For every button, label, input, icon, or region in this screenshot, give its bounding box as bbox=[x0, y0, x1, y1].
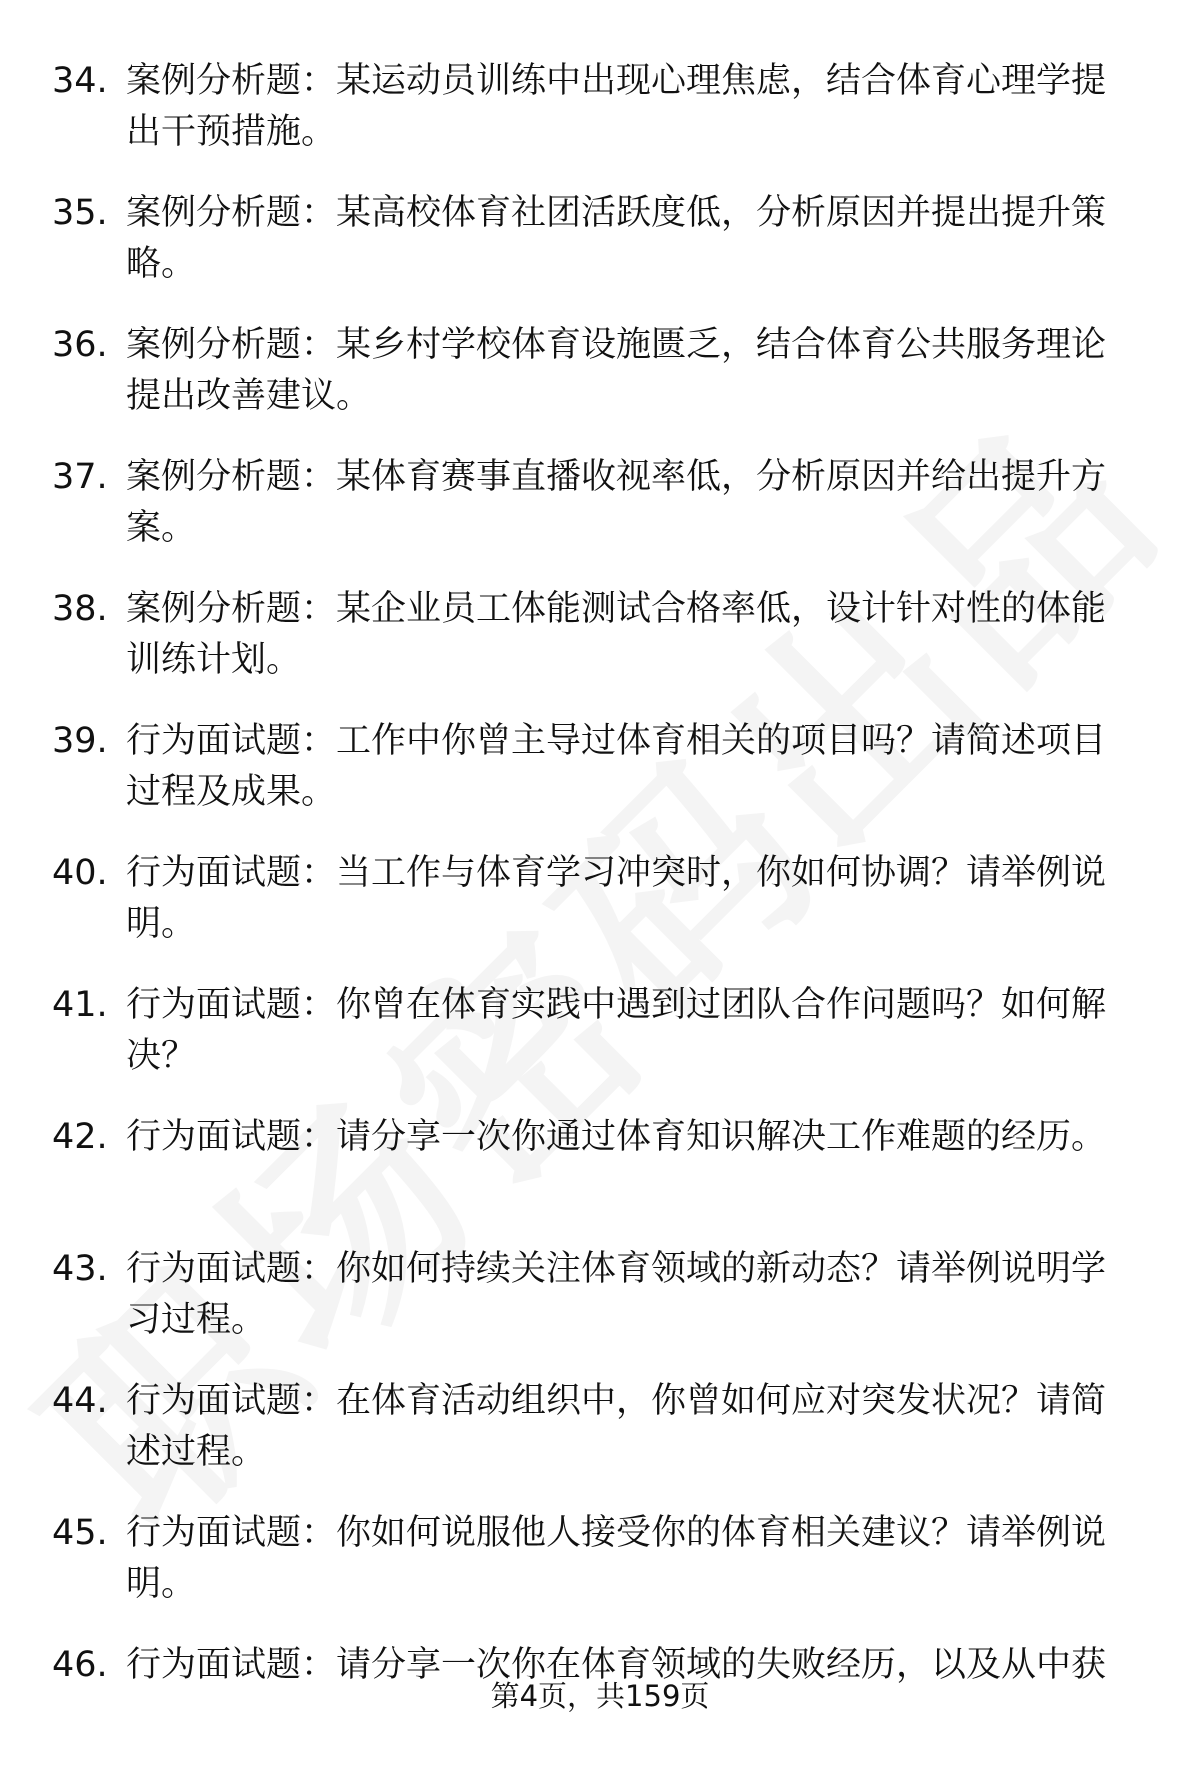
question-text: 行为面试题：你如何说服他人接受你的体育相关建议？请举例说明。 bbox=[126, 1513, 1107, 1604]
question-item bbox=[0, 716, 1200, 848]
question-text: 行为面试题：请分享一次你通过体育知识解决工作难题的经历。 bbox=[126, 1117, 1107, 1157]
question-item bbox=[0, 320, 1200, 452]
question-item bbox=[0, 980, 1200, 1112]
question-item bbox=[0, 1112, 1200, 1244]
question-number: 36. bbox=[52, 325, 108, 365]
question-item bbox=[0, 452, 1200, 584]
page-footer: 第4页，共159页 bbox=[490, 1679, 710, 1713]
question-text: 行为面试题：当工作与体育学习冲突时，你如何协调？请举例说明。 bbox=[126, 853, 1107, 944]
question-text: 案例分析题：某高校体育社团活跃度低，分析原因并提出提升策略。 bbox=[126, 193, 1107, 284]
question-text: 案例分析题：某体育赛事直播收视率低，分析原因并给出提升方案。 bbox=[126, 457, 1107, 548]
question-number: 34. bbox=[52, 61, 108, 101]
question-number: 37. bbox=[52, 457, 108, 497]
question-text: 行为面试题：请分享一次你在体育领域的失败经历，以及从中获 bbox=[126, 1645, 1107, 1685]
question-item bbox=[0, 1244, 1200, 1376]
question-number: 41. bbox=[52, 985, 108, 1025]
question-number: 38. bbox=[52, 589, 108, 629]
question-item bbox=[0, 584, 1200, 716]
question-text: 行为面试题：在体育活动组织中，你曾如何应对突发状况？请简述过程。 bbox=[126, 1381, 1107, 1472]
question-item bbox=[0, 188, 1200, 320]
question-text: 行为面试题：你如何持续关注体育领域的新动态？请举例说明学习过程。 bbox=[126, 1249, 1107, 1340]
question-list bbox=[0, 56, 1200, 1772]
question-number: 42. bbox=[52, 1117, 108, 1157]
question-number: 40. bbox=[52, 853, 108, 893]
question-number: 46. bbox=[52, 1645, 108, 1685]
question-text: 案例分析题：某企业员工体能测试合格率低，设计针对性的体能训练计划。 bbox=[126, 589, 1107, 680]
question-text: 案例分析题：某乡村学校体育设施匮乏，结合体育公共服务理论提出改善建议。 bbox=[126, 325, 1107, 416]
question-number: 44. bbox=[52, 1381, 108, 1421]
question-text: 案例分析题：某运动员训练中出现心理焦虑，结合体育心理学提出干预措施。 bbox=[126, 61, 1107, 152]
question-number: 35. bbox=[52, 193, 108, 233]
question-item bbox=[0, 56, 1200, 188]
question-text: 行为面试题：工作中你曾主导过体育相关的项目吗？请简述项目过程及成果。 bbox=[126, 721, 1107, 812]
question-number: 39. bbox=[52, 721, 108, 761]
question-item bbox=[0, 1508, 1200, 1640]
question-number: 43. bbox=[52, 1249, 108, 1289]
question-item bbox=[0, 848, 1200, 980]
question-number: 45. bbox=[52, 1513, 108, 1553]
question-item bbox=[0, 1376, 1200, 1508]
question-text: 行为面试题：你曾在体育实践中遇到过团队合作问题吗？如何解决？ bbox=[126, 985, 1107, 1076]
